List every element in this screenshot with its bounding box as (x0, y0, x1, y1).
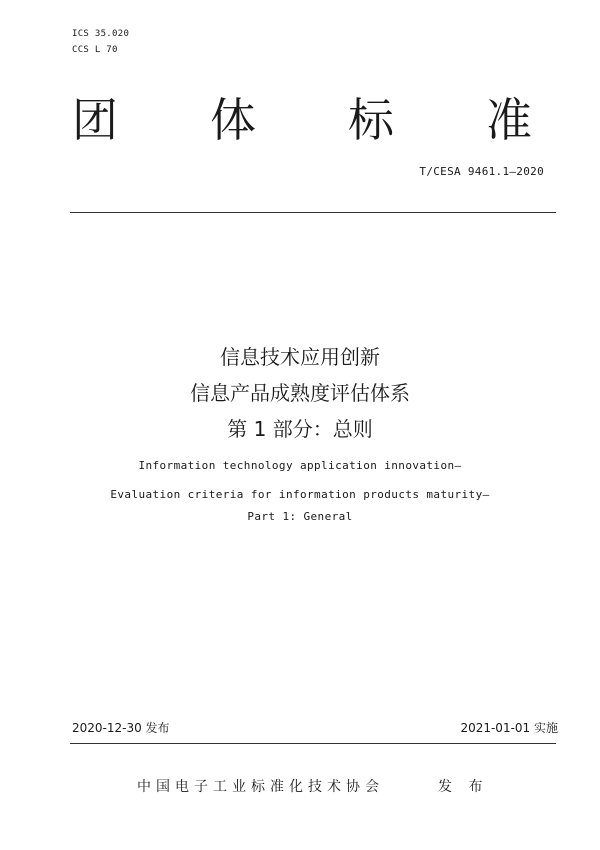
ics-code: ICS 35.020 (72, 29, 130, 39)
top-divider (70, 212, 556, 213)
publisher-name: 中国电子工业标准化技术协会 (137, 779, 384, 795)
publish-date: 2020-12-30 发布 (72, 721, 170, 735)
english-title-line-2: Evaluation criteria for information products maturity— (110, 488, 490, 501)
standard-number: T/CESA 9461.1—2020 (419, 165, 544, 178)
title-char: 体 (210, 93, 256, 147)
english-title-line-3: Part 1: General (247, 510, 353, 523)
publish-label: 发 布 (438, 779, 489, 795)
title-char: 团 (72, 93, 118, 147)
standard-type-title (72, 90, 532, 150)
chinese-title-line-3: 第 1 部分：总则 (227, 417, 373, 441)
title-char: 准 (486, 93, 532, 147)
chinese-title-line-1: 信息技术应用创新 (220, 345, 380, 369)
title-char: 标 (348, 93, 394, 147)
implement-date: 2021-01-01 实施 (460, 721, 558, 735)
chinese-title-line-2: 信息产品成熟度评估体系 (190, 381, 410, 405)
english-title-line-1: Information technology application innovation— (138, 459, 462, 472)
bottom-divider (70, 743, 556, 744)
ccs-code: CCS L 70 (72, 45, 118, 55)
